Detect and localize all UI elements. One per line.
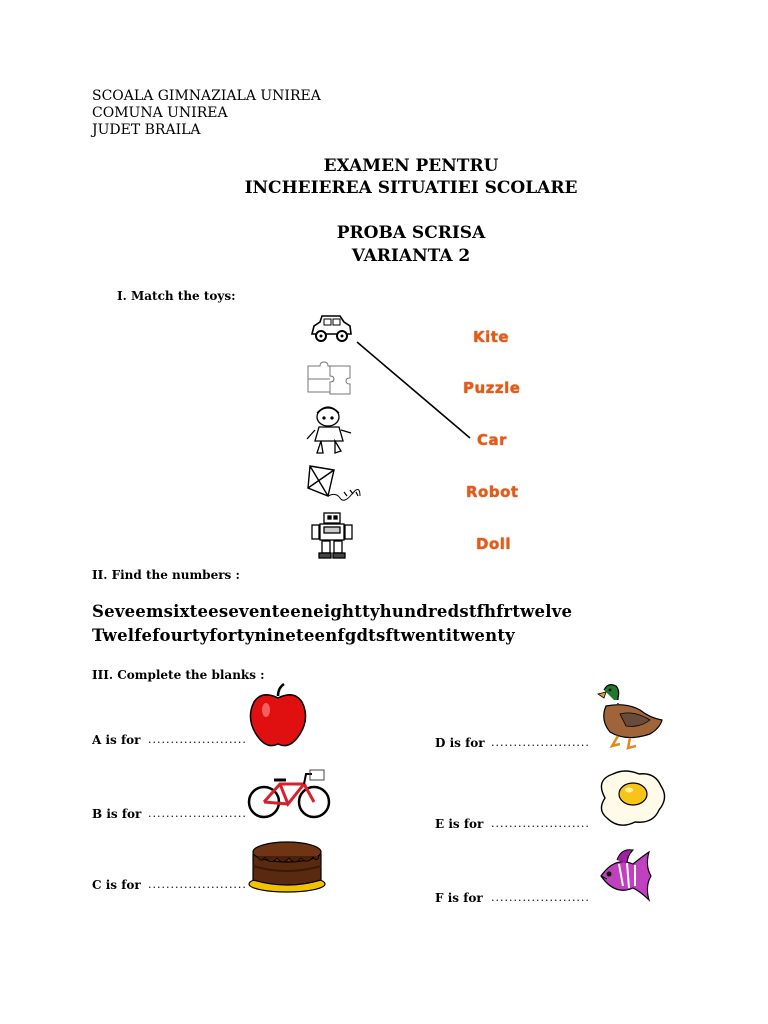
match-line — [355, 340, 475, 440]
apple-icon — [248, 684, 308, 748]
item-f-label: F is for — [435, 891, 483, 905]
item-b-blank[interactable]: ...................... — [148, 807, 247, 820]
item-e-blank[interactable]: ...................... — [491, 817, 590, 830]
duck-icon — [590, 680, 664, 752]
item-f-blank[interactable]: ...................... — [491, 891, 590, 904]
robot-icon — [310, 511, 354, 559]
word-puzzle: Puzzle — [463, 379, 521, 397]
section-3-heading: III. Complete the blanks : — [92, 668, 265, 682]
item-a-blank[interactable]: ...................... — [148, 733, 247, 746]
title-line-4: VARIANTA 2 — [351, 246, 471, 266]
doll-icon — [305, 405, 355, 457]
word-doll: Doll — [476, 535, 512, 553]
numbers-line-2: Twelfefourtyfortynineteenfgdtsftwentitwenty — [92, 626, 515, 645]
item-b-label: B is for — [92, 807, 142, 821]
egg-icon — [595, 768, 669, 830]
title-line-3: PROBA SCRISA — [336, 223, 486, 243]
kite-icon — [306, 462, 362, 504]
item-a-label: A is for — [92, 733, 141, 747]
numbers-line-1: Seveemsixteeseventeeneighttyhundredstfhfrtwelve — [92, 602, 573, 621]
item-d-blank[interactable]: ...................... — [491, 736, 590, 749]
item-c-blank[interactable]: ...................... — [148, 878, 247, 891]
car-icon — [308, 312, 354, 346]
commune-name: COMUNA UNIREA — [92, 105, 228, 121]
school-name: SCOALA GIMNAZIALA UNIREA — [92, 88, 321, 104]
section-1-heading: I. Match the toys: — [117, 289, 236, 303]
item-d-label: D is for — [435, 736, 485, 750]
fish-icon — [593, 846, 659, 904]
bicycle-icon — [246, 768, 334, 820]
title-line-2: INCHEIEREA SITUATIEI SCOLARE — [244, 178, 578, 198]
county-name: JUDET BRAILA — [92, 122, 201, 138]
section-2-heading: II. Find the numbers : — [92, 568, 240, 582]
item-e-label: E is for — [435, 817, 484, 831]
item-c-label: C is for — [92, 878, 141, 892]
word-robot: Robot — [466, 483, 519, 501]
cake-icon — [247, 836, 327, 894]
puzzle-icon — [306, 362, 352, 396]
word-kite: Kite — [473, 328, 510, 346]
word-car: Car — [477, 431, 508, 449]
title-line-1: EXAMEN PENTRU — [323, 156, 499, 176]
